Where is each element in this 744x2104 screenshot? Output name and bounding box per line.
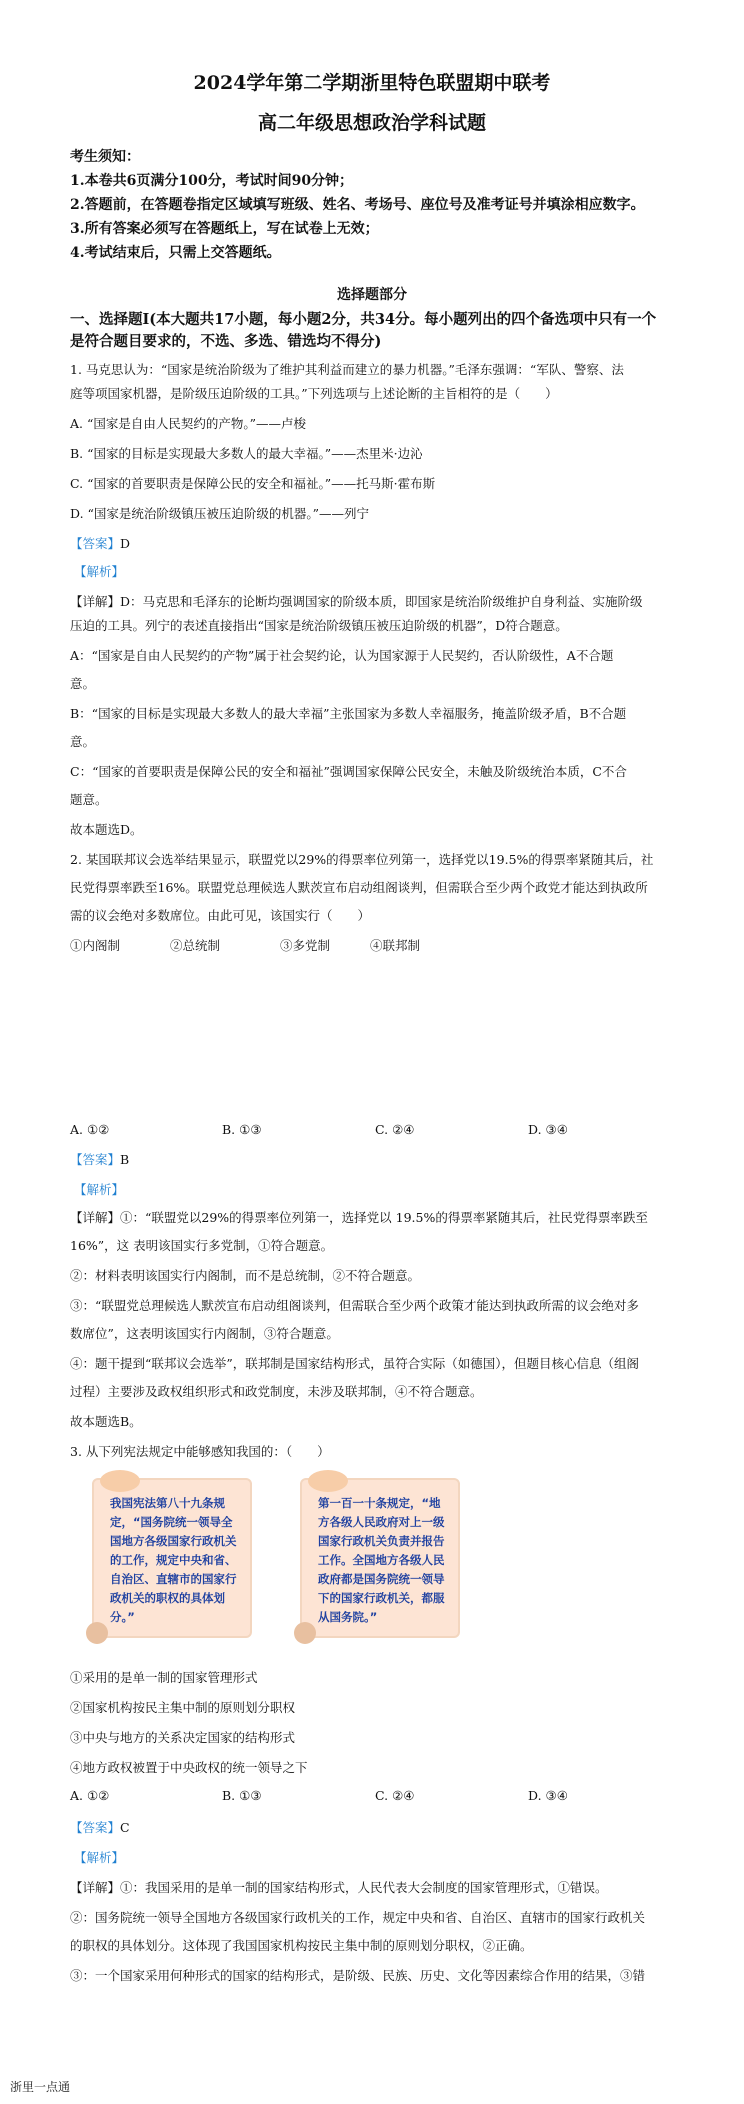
scroll-curl-decoration	[308, 1470, 348, 1492]
card-left-text: 我国宪法第八十九条规定，“国务院统一领导全国地方各级国家行政机关的工作，规定中央和省、自治区、直辖市的国家行政机关的职权的具体划分。”	[110, 1496, 237, 1624]
notice-heading: 考生须知：	[70, 149, 140, 165]
q3-item-1: ①采用的是单一制的国家管理形式	[70, 1670, 258, 1685]
q2-option-a: A. ①②	[70, 1122, 110, 1137]
q3-option-d: D. ③④	[528, 1788, 568, 1803]
constitution-card-right	[300, 1478, 460, 1638]
q3-option-a: A. ①②	[70, 1788, 110, 1803]
q2-analysis-tag: 【解析】	[74, 1182, 125, 1197]
q1-stem-line1: 1. 马克思认为：“国家是统治阶级为了维护其利益而建立的暴力机器。”毛泽东强调：“军队、警察、法	[70, 362, 624, 377]
q3-analysis-tag: 【解析】	[74, 1850, 125, 1865]
q2-detail-line3: ②：材料表明该国实行内阁制，而不是总统制，②不符合题意。	[70, 1268, 421, 1283]
answer-tag: 【答案】	[70, 1152, 121, 1167]
card-right-text: 第一百一十条规定，“地方各级人民政府对上一级国家行政机关负责并报告工作。全国地方各级人民政府都是国务院统一领导下的国家行政机关，都服从国务院。”	[318, 1496, 445, 1624]
q1-detail-line6: 意。	[70, 734, 96, 749]
q2-item-4: ④联邦制	[370, 938, 421, 953]
q2-detail-line1: 【详解】①：“联盟党以29%的得票率位列第一，选择党以 19.5%的得票率紧随其后，社民党得票率跌至	[70, 1210, 648, 1225]
q1-analysis-tag: 【解析】	[74, 564, 125, 579]
q2-option-b: B. ①③	[222, 1122, 262, 1137]
q3-option-b: B. ①③	[222, 1788, 262, 1803]
q1-answer: D	[120, 536, 131, 551]
q2-answer: B	[120, 1152, 130, 1167]
q2-detail-line5: 数席位”，这表明该国实行内阁制，③符合题意。	[70, 1326, 339, 1341]
q2-answer-row	[70, 1150, 129, 1168]
q1-option-d: D. “国家是统治阶级镇压被压迫阶级的机器。”——列宁	[70, 506, 370, 521]
exam-subtitle: 高二年级思想政治学科试题	[257, 112, 486, 134]
notice-item-2: 2.答题前，在答题卷指定区域填写班级、姓名、考场号、座位号及准考证号并填涂相应数字。	[70, 197, 645, 213]
q3-detail-line1: 【详解】①：我国采用的是单一制的国家结构形式，人民代表大会制度的国家管理形式，①错误。	[70, 1880, 608, 1895]
q3-item-4: ④地方政权被置于中央政权的统一领导之下	[70, 1760, 308, 1775]
scroll-curl-decoration	[100, 1470, 140, 1492]
notice-item-3: 3.所有答案必须写在答题纸上，写在试卷上无效；	[70, 221, 379, 237]
q3-item-2: ②国家机构按民主集中制的原则划分职权	[70, 1700, 296, 1715]
q1-detail-line3: A：“国家是自由人民契约的产物”属于社会契约论，认为国家源于人民契约，否认阶级性，A不合题	[70, 648, 614, 663]
footer-watermark: 浙里一点通	[10, 2080, 71, 2094]
q3-option-c: C. ②④	[375, 1788, 415, 1803]
q1-detail-line7: C：“国家的首要职责是保障公民的安全和福祉”强调国家保障公民安全，未触及阶级统治本质，C不合	[70, 764, 627, 779]
q1-stem-line2: 庭等项国家机器，是阶级压迫阶级的工具。”下列选项与上述论断的主旨相符的是（ ）	[70, 386, 558, 401]
answer-tag: 【答案】	[70, 536, 121, 551]
q2-option-d: D. ③④	[528, 1122, 568, 1137]
q2-stem-line1: 2. 某国联邦议会选举结果显示，联盟党以29%的得票率位列第一，选择党以19.5%的得票率紧随其后，社	[70, 852, 654, 867]
q1-option-c: C. “国家的首要职责是保障公民的安全和福祉。”——托马斯·霍布斯	[70, 476, 436, 491]
q1-option-a: A. “国家是自由人民契约的产物。”——卢梭	[70, 416, 307, 431]
notice-item-1: 1.本卷共6页满分100分，考试时间90分钟；	[70, 173, 354, 189]
scroll-curl-decoration	[86, 1622, 108, 1644]
q1-detail-line9: 故本题选D。	[70, 822, 143, 837]
q2-item-1: ①内阁制	[70, 938, 121, 953]
q3-item-3: ③中央与地方的关系决定国家的结构形式	[70, 1730, 296, 1745]
q2-detail-line7: 过程）主要涉及政权组织形式和政党制度，未涉及联邦制，④不符合题意。	[70, 1384, 483, 1399]
section-intro-line2: 是符合题目要求的，不选、多选、错选均不得分)	[70, 333, 382, 350]
q1-detail-line1: 【详解】D：马克思和毛泽东的论断均强调国家的阶级本质，即国家是统治阶级维护自身利益、实施阶级	[70, 594, 643, 609]
q3-answer: C	[120, 1820, 130, 1835]
scroll-curl-decoration	[294, 1622, 316, 1644]
q1-option-b: B. “国家的目标是实现最大多数人的最大幸福。”——杰里米·边沁	[70, 446, 423, 461]
section-intro-line1: 一、选择题Ⅰ(本大题共17小题，每小题2分，共34分。每小题列出的四个备选项中只有一个	[70, 311, 657, 328]
q1-detail-line2: 压迫的工具。列宁的表述直接指出“国家是统治阶级镇压被压迫阶级的机器”，D符合题意。	[70, 618, 568, 633]
q2-detail-line2: 16%”，这 表明该国实行多党制，①符合题意。	[70, 1238, 334, 1253]
answer-tag: 【答案】	[70, 1820, 121, 1835]
exam-title: 2024学年第二学期浙里特色联盟期中联考	[193, 72, 551, 94]
q2-stem-line3: 需的议会绝对多数席位。由此可见，该国实行（ ）	[70, 908, 371, 923]
q1-detail-line8: 题意。	[70, 792, 108, 807]
q2-stem-line2: 民党得票率跌至16%。联盟党总理候选人默茨宣布启动组阁谈判，但需联合至少两个政党才能达到执政所	[70, 880, 648, 895]
q3-detail-line3: 的职权的具体划分。这体现了我国国家机构按民主集中制的原则划分职权，②正确。	[70, 1938, 533, 1953]
q3-stem: 3. 从下列宪法规定中能够感知我国的：（ ）	[70, 1444, 330, 1459]
constitution-card-left	[92, 1478, 252, 1638]
q2-detail-line6: ④：题干提到“联邦议会选举”，联邦制是国家结构形式，虽符合实际（如德国），但题目核心信息（组阁	[70, 1356, 640, 1371]
notice-item-4: 4.考试结束后，只需上交答题纸。	[70, 245, 281, 261]
q2-option-c: C. ②④	[375, 1122, 415, 1137]
section-title: 选择题部分	[337, 287, 407, 303]
q1-answer-row	[70, 534, 130, 552]
q3-detail-line4: ③：一个国家采用何种形式的国家的结构形式，是阶级、民族、历史、文化等因素综合作用的结果，③错	[70, 1968, 646, 1983]
q3-detail-line2: ②：国务院统一领导全国地方各级国家行政机关的工作，规定中央和省、自治区、直辖市的国家行政机关	[70, 1910, 646, 1925]
q2-item-2: ②总统制	[170, 938, 221, 953]
q1-detail-line4: 意。	[70, 676, 96, 691]
q2-detail-line8: 故本题选B。	[70, 1414, 142, 1429]
q2-detail-line4: ③：“联盟党总理候选人默茨宣布启动组阁谈判，但需联合至少两个政策才能达到执政所需的议会绝对多	[70, 1298, 639, 1313]
q2-item-3: ③多党制	[280, 938, 331, 953]
q3-answer-row	[70, 1818, 130, 1836]
q1-detail-line5: B：“国家的目标是实现最大多数人的最大幸福”主张国家为多数人幸福服务，掩盖阶级矛盾，B不合题	[70, 706, 627, 721]
